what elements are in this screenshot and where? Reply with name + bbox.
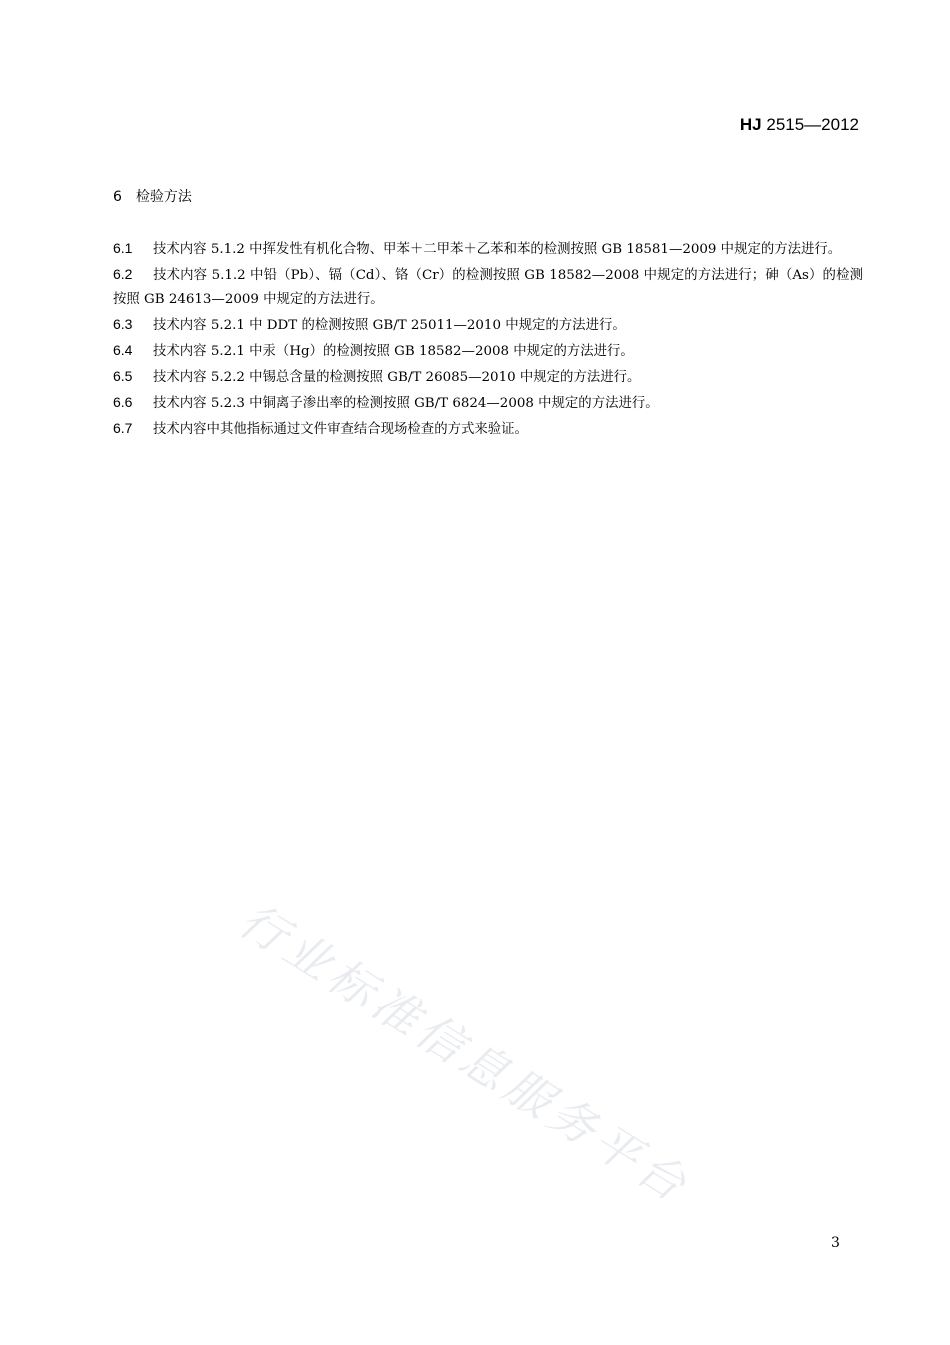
- standard-code: [740, 115, 859, 135]
- clause-number: 6.1: [113, 240, 133, 256]
- clause-6-7: [113, 416, 863, 442]
- clause-number: 6.2: [113, 266, 133, 282]
- section-title: 检验方法: [135, 189, 192, 205]
- clause-6-4: [113, 338, 863, 364]
- clause-text: 技术内容 5.2.3 中铜离子渗出率的检测按照 GB/T 6824—2008 中规定的方法进行。: [153, 396, 659, 411]
- clause-number: 6.3: [113, 316, 133, 332]
- clause-text: 技术内容中其他指标通过文件审查结合现场检查的方式来验证。: [153, 422, 528, 437]
- clause-number: 6.4: [113, 342, 133, 358]
- standard-code-number: 2515—2012: [766, 115, 859, 134]
- clause-6-6: [113, 390, 863, 416]
- clause-6-1: [113, 236, 863, 262]
- clause-number: 6.7: [113, 420, 133, 436]
- clause-6-2: [113, 262, 863, 312]
- standard-code-prefix: HJ: [739, 115, 762, 134]
- section-number: 6: [113, 189, 122, 205]
- clause-text: 技术内容 5.1.2 中铅（Pb）、镉（Cd）、铬（Cr）的检测按照 GB 18582—2008 中规定的方法进行；砷（As）的检测按照 GB 24613—2009 中规定的方法进行。: [113, 268, 863, 307]
- clause-number: 6.5: [113, 368, 133, 384]
- watermark: 行业标准信息服务平台: [230, 892, 700, 1214]
- clause-6-3: [113, 312, 863, 338]
- clause-text: 技术内容 5.2.1 中 DDT 的检测按照 GB/T 25011—2010 中规定的方法进行。: [153, 318, 626, 333]
- clause-text: 技术内容 5.1.2 中挥发性有机化合物、甲苯＋二甲苯＋乙苯和苯的检测按照 GB 18581—2009 中规定的方法进行。: [153, 242, 842, 257]
- clause-text: 技术内容 5.2.2 中锡总含量的检测按照 GB/T 26085—2010 中规定的方法进行。: [153, 370, 641, 385]
- clause-text: 技术内容 5.2.1 中汞（Hg）的检测按照 GB 18582—2008 中规定的方法进行。: [153, 344, 634, 359]
- section-heading: [113, 186, 192, 206]
- clause-list: [113, 236, 863, 442]
- clause-6-5: [113, 364, 863, 390]
- clause-number: 6.6: [113, 394, 133, 410]
- page-number: 3: [831, 1235, 840, 1251]
